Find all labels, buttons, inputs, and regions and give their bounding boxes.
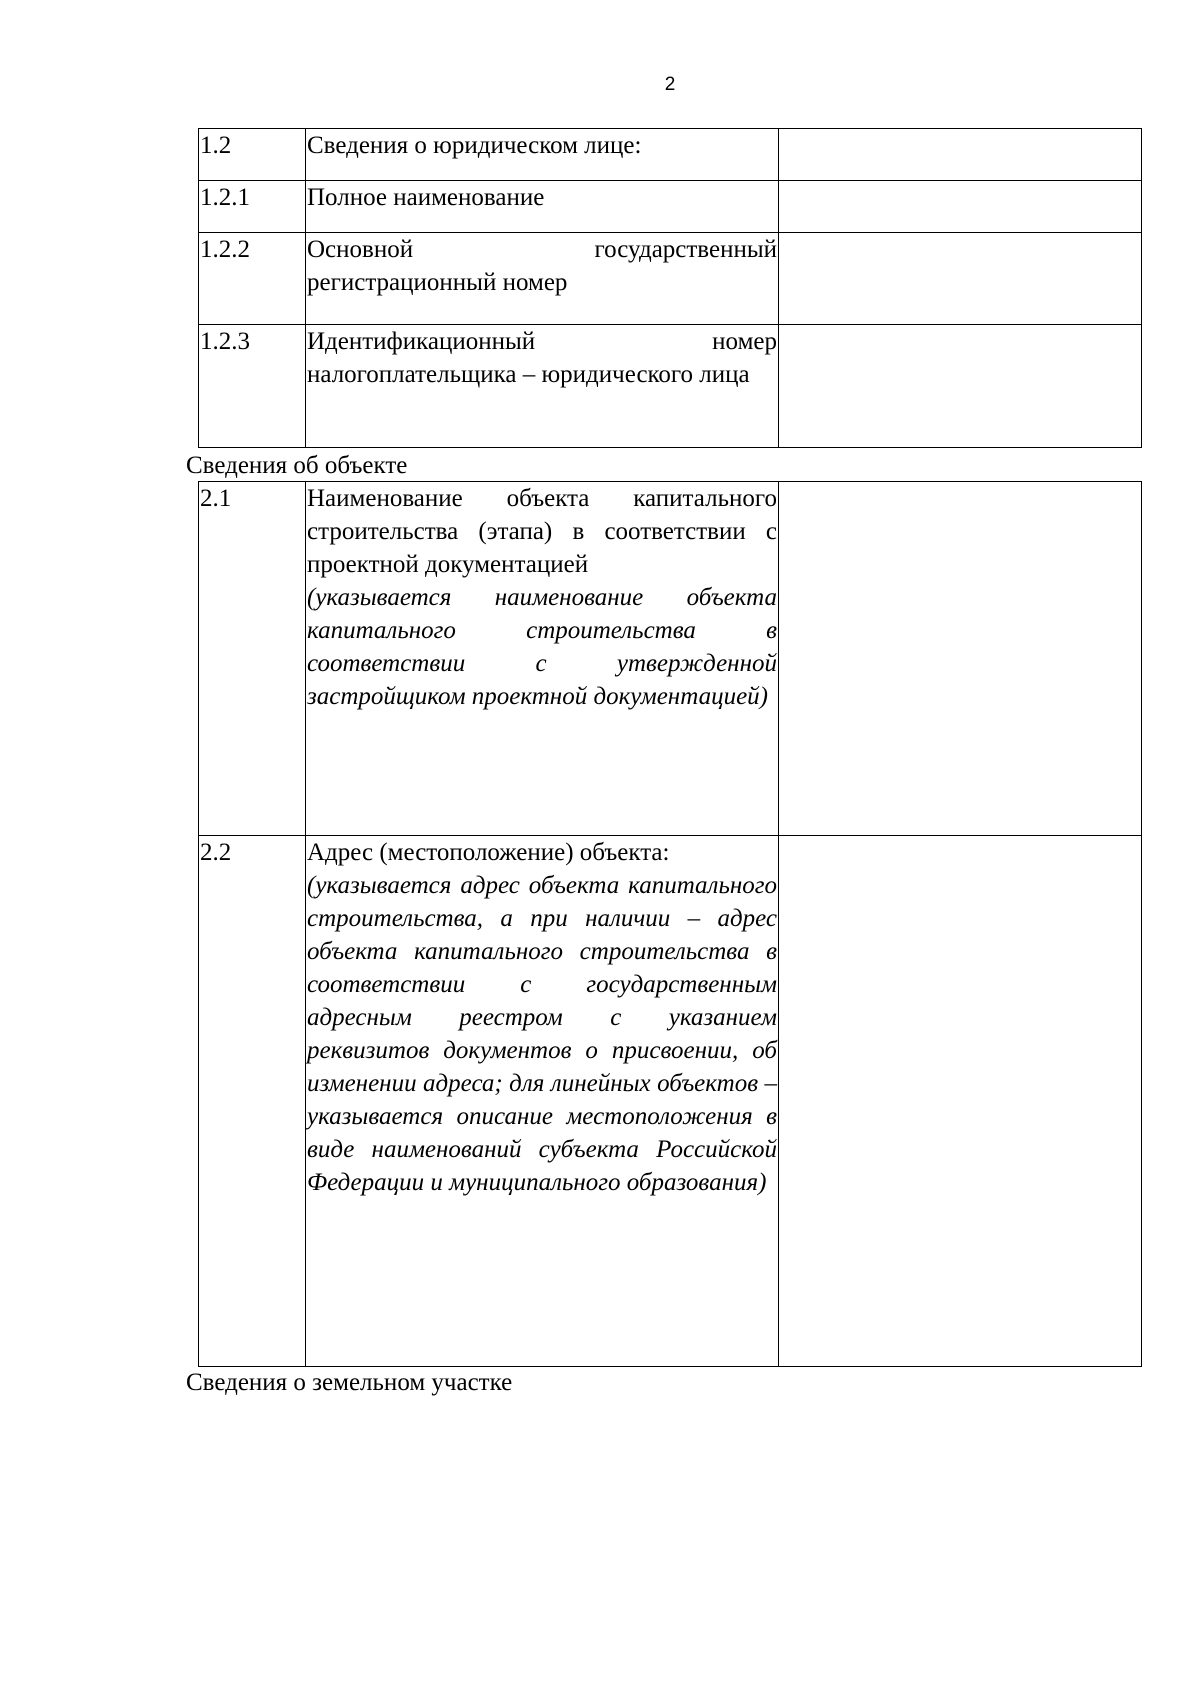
legal-entity-table: [198, 128, 1142, 448]
table-row: [199, 181, 1142, 233]
row-number: 1.2.2: [199, 233, 306, 325]
value-cell[interactable]: [779, 325, 1142, 448]
value-cell[interactable]: [779, 233, 1142, 325]
row-number: 1.2: [199, 129, 306, 181]
page-number: 2: [664, 74, 676, 95]
row-label-cell: [306, 836, 779, 1367]
table-row: [199, 836, 1142, 1367]
value-cell[interactable]: [779, 836, 1142, 1367]
table-row: [199, 233, 1142, 325]
row-note: (указывается наименование объекта капитального строительства в соответствии с утвержденной застройщиком проектной документацией): [307, 584, 777, 710]
row-label: Наименование объекта капитального строительства (этапа) в соответствии с проектной документацией: [307, 485, 777, 578]
table-row: [199, 482, 1142, 836]
table-row: [199, 129, 1142, 181]
row-label: Основной государственный регистрационный номер: [306, 233, 779, 325]
row-number: 2.2: [199, 836, 306, 1367]
row-number: 2.1: [199, 482, 306, 836]
row-label: Полное наименование: [306, 181, 779, 233]
row-label: Адрес (местоположение) объекта:: [307, 839, 670, 866]
object-table: [198, 481, 1142, 1367]
value-cell[interactable]: [779, 482, 1142, 836]
row-number: 1.2.1: [199, 181, 306, 233]
table-row: [199, 325, 1142, 448]
row-label-cell: [306, 482, 779, 836]
row-number: 1.2.3: [199, 325, 306, 448]
value-cell[interactable]: [779, 129, 1142, 181]
value-cell[interactable]: [779, 181, 1142, 233]
row-label: Сведения о юридическом лице:: [306, 129, 779, 181]
section-heading-land: Сведения о земельном участке: [186, 1369, 513, 1396]
row-label: Идентификационный номер налогоплательщика – юридического лица: [306, 325, 779, 448]
section-heading-object: Сведения об объекте: [186, 452, 408, 479]
row-note: (указывается адрес объекта капитального строительства, а при наличии – адрес объекта капитального строительства в соответствии с государственным адресным реестром с указанием реквизитов документов о присвоении, об изменении адреса; для линейных объектов – указывается описание местоположения в виде наименований субъекта Российской Федерации и муниципального образования): [307, 872, 777, 1196]
